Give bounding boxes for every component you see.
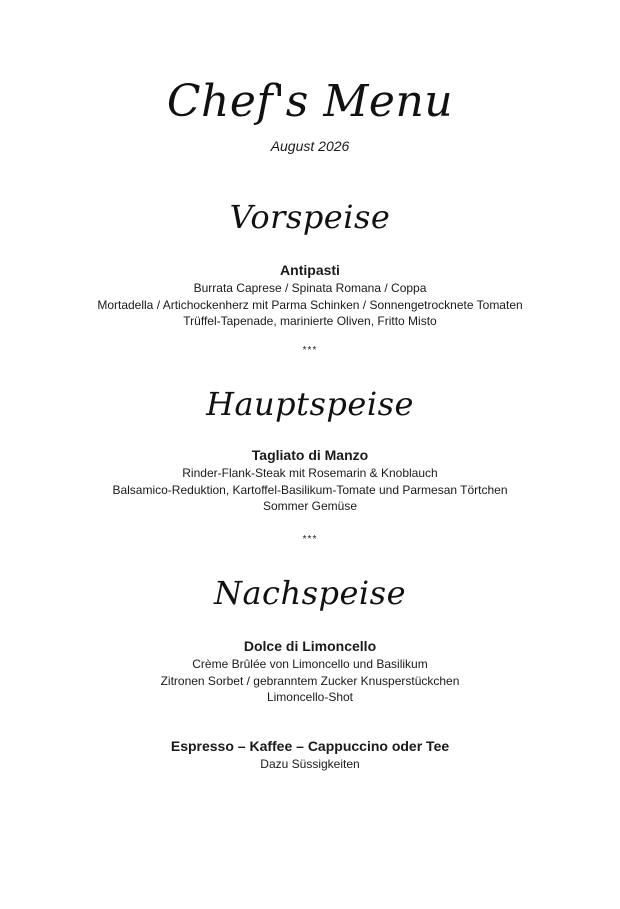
dish-description-line: Mortadella / Artichockenherz mit Parma Schinken / Sonnengetrocknete Tomaten: [97, 297, 523, 312]
dish-description-line: Limoncello-Shot: [266, 690, 354, 704]
dish-description-line: Zitronen Sorbet / gebranntem Zucker Knusperstückchen: [160, 673, 460, 688]
dish-block-tagliato: [0, 446, 620, 515]
dish-description-line: Sommer Gemüse: [262, 499, 358, 513]
dish-name: Antipasti: [280, 262, 340, 278]
dish-block-antipasti: [0, 261, 620, 330]
dish-name: Dolce di Limoncello: [243, 638, 377, 654]
dish-description-line: Crème Brûlée von Limoncello und Basilikum: [192, 657, 428, 671]
dish-block-dolce: [0, 637, 620, 706]
section-heading-hauptspeise: Hauptspeise: [206, 385, 414, 423]
menu-title: Chef's Menu: [166, 76, 454, 127]
menu-date: August 2026: [270, 138, 350, 154]
dish-description-line: Dazu Süssigkeiten: [260, 757, 360, 771]
dish-description-line: Trüffel-Tapenade, marinierte Oliven, Fritto Misto: [183, 314, 437, 328]
dish-block-coffee: [0, 737, 620, 773]
dish-description-line: Rinder-Flank-Steak mit Rosemarin & Knoblauch: [182, 466, 438, 480]
separator: ***: [302, 534, 318, 545]
dish-description-line: Burrata Caprese / Spinata Romana / Coppa: [193, 281, 427, 295]
section-heading-vorspeise: Vorspeise: [229, 198, 391, 236]
section-heading-nachspeise: Nachspeise: [213, 574, 407, 612]
dish-name: Espresso – Kaffee – Cappuccino oder Tee: [170, 738, 450, 754]
separator: ***: [302, 345, 318, 356]
dish-description-line: Balsamico-Reduktion, Kartoffel-Basilikum-Tomate und Parmesan Törtchen: [112, 482, 508, 497]
dish-name: Tagliato di Manzo: [251, 447, 369, 463]
